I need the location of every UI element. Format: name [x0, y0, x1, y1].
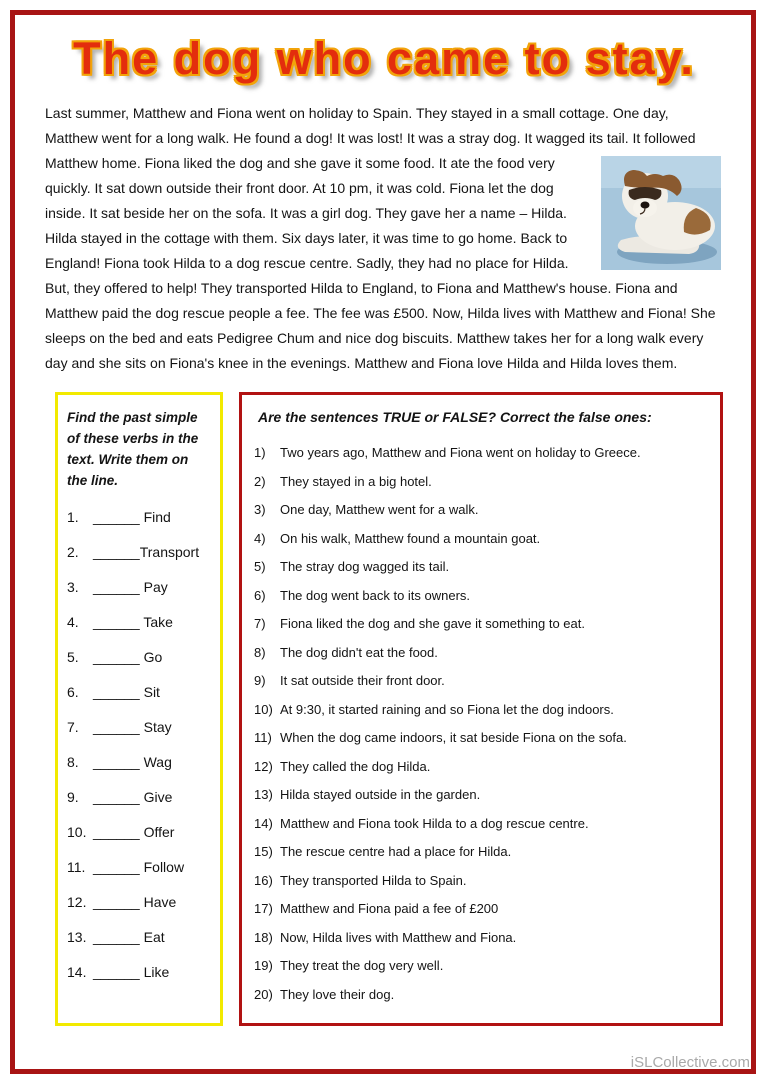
item-text: Hilda stayed outside in the garden.	[280, 787, 481, 802]
item-number: 3.	[67, 579, 79, 595]
tf-item	[254, 871, 708, 890]
item-number: 20)	[254, 986, 273, 1002]
tf-item	[254, 500, 708, 519]
item-number: 14)	[254, 815, 273, 831]
item-number: 4.	[67, 614, 79, 630]
dog-photo	[601, 156, 721, 270]
tf-item	[254, 842, 708, 861]
tf-item	[254, 586, 708, 605]
reading-passage	[45, 101, 723, 376]
verb-item	[67, 717, 212, 737]
item-text: ______Transport	[93, 544, 200, 560]
tf-item	[254, 557, 708, 576]
item-number: 16)	[254, 872, 273, 888]
item-text: They treat the dog very well.	[280, 958, 444, 973]
item-number: 19)	[254, 958, 273, 973]
item-text: Fiona liked the dog and she gave it something to eat.	[280, 616, 585, 631]
tf-item	[254, 985, 708, 1004]
item-text: The rescue centre had a place for Hilda.	[280, 844, 512, 859]
item-number: 15)	[254, 844, 273, 859]
verb-list	[67, 507, 212, 982]
verb-item	[67, 647, 212, 667]
item-number: 4)	[254, 530, 266, 546]
item-number: 17)	[254, 901, 273, 916]
verb-item	[67, 787, 212, 807]
item-number: 18)	[254, 929, 273, 945]
verb-exercise-box	[55, 392, 223, 1026]
verb-item	[67, 752, 212, 772]
verb-item	[67, 507, 212, 527]
item-number: 8)	[254, 644, 266, 660]
item-number: 12)	[254, 758, 273, 774]
item-number: 7)	[254, 616, 266, 631]
item-text: ______ Pay	[93, 579, 168, 595]
item-text: One day, Matthew went for a walk.	[280, 502, 479, 517]
item-number: 6)	[254, 587, 266, 603]
true-false-instruction: Are the sentences TRUE or FALSE? Correct the false ones:	[258, 409, 652, 425]
item-text: ______ Eat	[93, 929, 165, 945]
item-number: 2.	[67, 544, 79, 560]
item-text: When the dog came indoors, it sat beside Fiona on the sofa.	[280, 730, 627, 745]
item-number: 6.	[67, 684, 79, 700]
item-text: ______ Stay	[93, 719, 172, 735]
tf-item	[254, 785, 708, 804]
verb-exercise-instruction: Find the past simple of these verbs in the text. Write them on the line.	[67, 410, 199, 488]
verb-item	[67, 612, 212, 632]
item-text: ______ Find	[93, 509, 171, 525]
item-text: ______ Sit	[93, 684, 160, 700]
item-number: 5)	[254, 559, 266, 574]
item-text: ______ Go	[93, 649, 163, 665]
verb-item	[67, 857, 212, 877]
item-number: 3)	[254, 502, 266, 517]
passage-text-part2: the food very quickly. It sat down outside their front door. At 10 pm, it was cold. Fiona let the dog inside. It sat beside her on the sofa. It was a girl dog. They gave her a name – Hilda. Hilda stayed in the cottage with them. Six days later, it was time to go home. Back to England! Fiona took Hilda to a dog rescue centre. Sadly, they had no place for Hilda. But, they offered to help! They transported Hilda to England, to Fiona and Matthew's house. Fiona and Matthew paid the dog rescue people a fee. The fee was £500. Now, Hilda lives with Matthew and Fiona! She sleeps on the bed and eats Pedigree Chum and nice dog biscuits. Matthew takes her for a long walk every day and she sits on Fiona's knee in the evenings. Matthew and Fiona love Hilda and Hilda loves them.	[45, 155, 716, 371]
item-number: 10.	[67, 824, 87, 840]
verb-item	[67, 927, 212, 947]
item-text: ______ Wag	[93, 754, 172, 770]
item-text: ______ Like	[93, 964, 170, 980]
verb-item	[67, 577, 212, 597]
tf-item	[254, 956, 708, 975]
tf-item	[254, 643, 708, 662]
verb-item	[67, 962, 212, 982]
item-text: They called the dog Hilda.	[280, 758, 431, 774]
item-text: ______ Have	[93, 894, 177, 910]
true-false-list	[254, 443, 708, 1004]
tf-item	[254, 671, 708, 690]
item-text: Matthew and Fiona took Hilda to a dog rescue centre.	[280, 815, 589, 831]
tf-item	[254, 728, 708, 747]
item-number: 13.	[67, 929, 87, 945]
item-text: ______ Follow	[93, 859, 185, 875]
tf-item	[254, 700, 708, 719]
item-number: 5.	[67, 649, 79, 665]
item-text: ______ Offer	[93, 824, 175, 840]
item-text: They love their dog.	[280, 986, 395, 1002]
item-number: 9.	[67, 789, 79, 805]
item-text: The stray dog wagged its tail.	[280, 559, 450, 574]
item-number: 11)	[254, 730, 272, 745]
item-number: 9)	[254, 673, 266, 688]
item-text: Matthew and Fiona paid a fee of £200	[280, 901, 499, 916]
item-text: The dog didn't eat the food.	[280, 644, 438, 660]
tf-item	[254, 757, 708, 776]
item-text: The dog went back to its owners.	[280, 587, 471, 603]
item-text: Two years ago, Matthew and Fiona went on holiday to Greece.	[280, 445, 641, 460]
item-number: 14.	[67, 964, 87, 980]
item-number: 7.	[67, 719, 79, 735]
item-text: It sat outside their front door.	[280, 673, 445, 688]
exercises-row	[55, 392, 723, 1026]
item-text: ______ Take	[93, 614, 173, 630]
page-content	[15, 15, 751, 1069]
tf-item	[254, 899, 708, 918]
tf-item	[254, 529, 708, 548]
tf-item	[254, 472, 708, 491]
item-number: 8.	[67, 754, 79, 770]
verb-item	[67, 682, 212, 702]
dog-illustration	[601, 156, 721, 270]
page-title: The dog who came to stay.	[73, 33, 695, 84]
verb-item	[67, 822, 212, 842]
tf-item	[254, 814, 708, 833]
item-number: 10)	[254, 701, 273, 717]
item-text: Now, Hilda lives with Matthew and Fiona.	[280, 929, 517, 945]
true-false-box	[239, 392, 723, 1026]
item-text: They stayed in a big hotel.	[280, 473, 432, 489]
islcollective-watermark: iSLCollective.com	[630, 1054, 750, 1071]
tf-item	[254, 928, 708, 947]
tf-item	[254, 443, 708, 462]
item-number: 1.	[67, 509, 79, 525]
item-number: 13)	[254, 787, 273, 802]
verb-item	[67, 892, 212, 912]
item-number: 12.	[67, 894, 87, 910]
item-number: 1)	[254, 445, 266, 460]
item-text: On his walk, Matthew found a mountain goat.	[280, 530, 541, 546]
tf-item	[254, 614, 708, 633]
item-number: 11.	[67, 859, 86, 875]
page-border-frame	[10, 10, 756, 1074]
item-text: They transported Hilda to Spain.	[280, 872, 467, 888]
item-number: 2)	[254, 473, 266, 489]
verb-item	[67, 542, 212, 562]
item-text: At 9:30, it started raining and so Fiona let the dog indoors.	[280, 701, 614, 717]
passage-text-part1: Last summer, Matthew and Fiona went on holiday to Spain. They stayed in a small cottage. One day, Matthew went for a long walk. He found a dog! It was lost! It was a stray dog. It wagged its tail. It followed Matthew home. Fiona liked the dog and she gave it some food. It ate	[45, 105, 696, 171]
item-text: ______ Give	[93, 789, 173, 805]
